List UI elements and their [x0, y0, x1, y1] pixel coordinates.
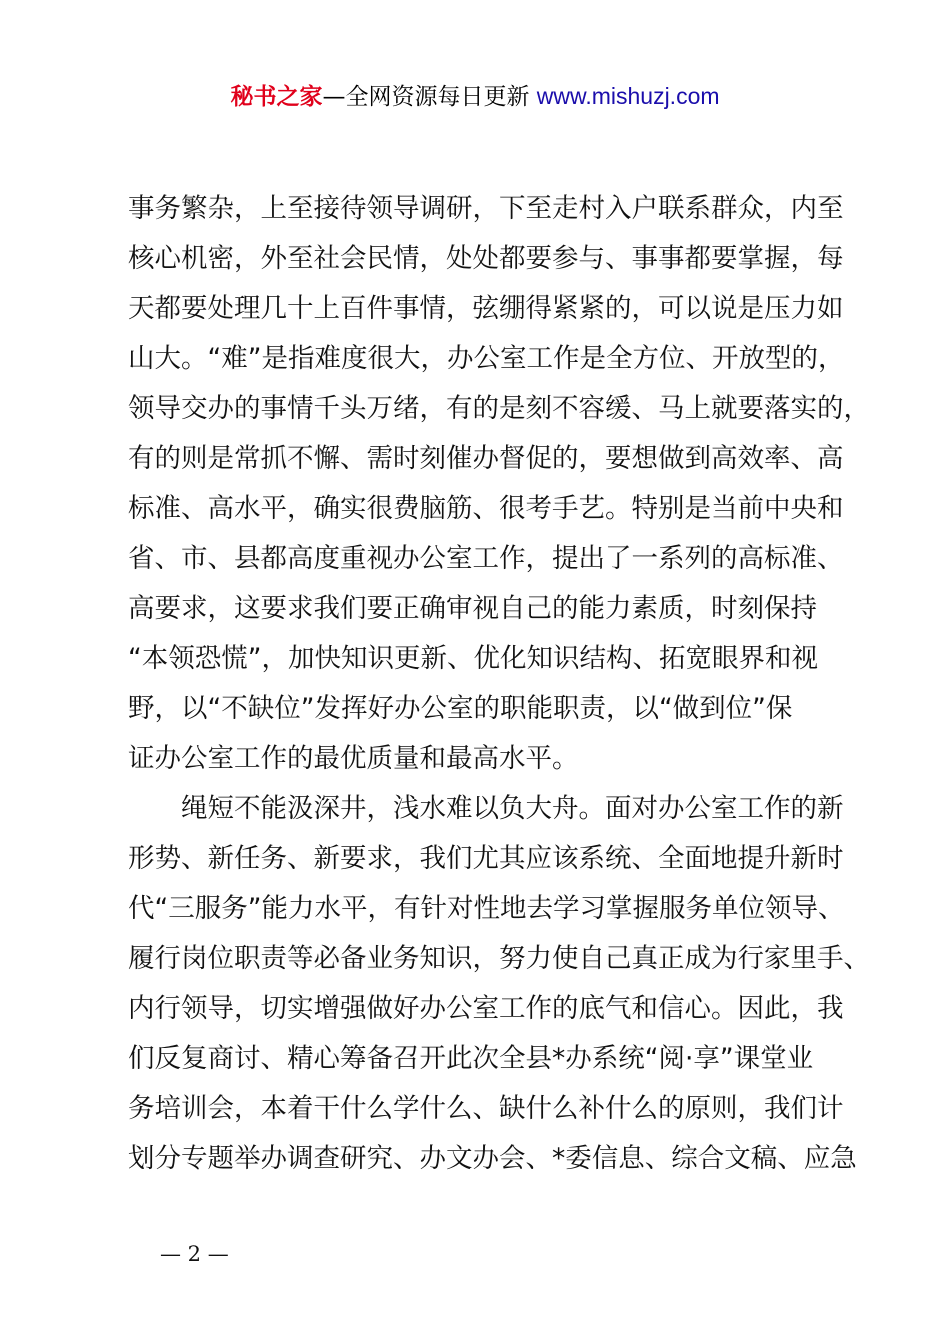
text-line: 证办公室工作的最优质量和最高水平。 [128, 743, 579, 774]
text-line: 有的则是常抓不懈、需时刻催办督促的，要想做到高效率、高 [128, 443, 844, 474]
text-line: 领导交办的事情千头万绪，有的是刻不容缓、马上就要落实的， [128, 393, 870, 424]
text-line: 省、市、县都高度重视办公室工作，提出了一系列的高标准、 [128, 543, 844, 574]
text-line: 山大。“难”是指难度很大，办公室工作是全方位、开放型的， [128, 343, 845, 374]
text-line: 形势、新任务、新要求，我们尤其应该系统、全面地提升新时 [128, 843, 844, 874]
text-line: 高要求，这要求我们要正确审视自己的能力素质，时刻保持 [128, 593, 817, 624]
text-line: 务培训会，本着干什么学什么、缺什么补什么的原则，我们计 [128, 1093, 844, 1124]
text-line: 内行领导，切实增强做好办公室工作的底气和信心。因此，我 [128, 993, 844, 1024]
text-line: 履行岗位职责等必备业务知识，努力使自己真正成为行家里手、 [128, 943, 870, 974]
header-tagline: —全网资源每日更新 [322, 84, 537, 110]
text-line: 代“三服务”能力水平，有针对性地去学习掌握服务单位领导、 [128, 893, 845, 924]
text-line: 标准、高水平，确实很费脑筋、很考手艺。特别是当前中央和 [128, 493, 844, 524]
document-body [128, 184, 870, 1184]
page-number: — 2 — [160, 1242, 229, 1266]
site-header [0, 80, 950, 113]
brand-name: 秘书之家 [230, 84, 323, 110]
site-url-link[interactable]: www.mishuzj.com [536, 83, 720, 109]
text-line: 们反复商讨、精心筹备召开此次全县*办系统“阅·享”课堂业 [128, 1043, 814, 1074]
text-line: 野，以“不缺位”发挥好办公室的职能职责，以“做到位”保 [128, 693, 793, 724]
text-line: 核心机密，外至社会民情，处处都要参与、事事都要掌握，每 [128, 243, 844, 274]
text-line: “本领恐慌”，加快知识更新、优化知识结构、拓宽眼界和视 [128, 643, 818, 674]
text-line: 划分专题举办调查研究、办文办会、*委信息、综合文稿、应急 [128, 1143, 857, 1174]
text-line: 绳短不能汲深井，浅水难以负大舟。面对办公室工作的新 [128, 793, 844, 824]
text-line: 事务繁杂，上至接待领导调研，下至走村入户联系群众，内至 [128, 193, 844, 224]
text-line: 天都要处理几十上百件事情，弦绷得紧紧的，可以说是压力如 [128, 293, 844, 324]
